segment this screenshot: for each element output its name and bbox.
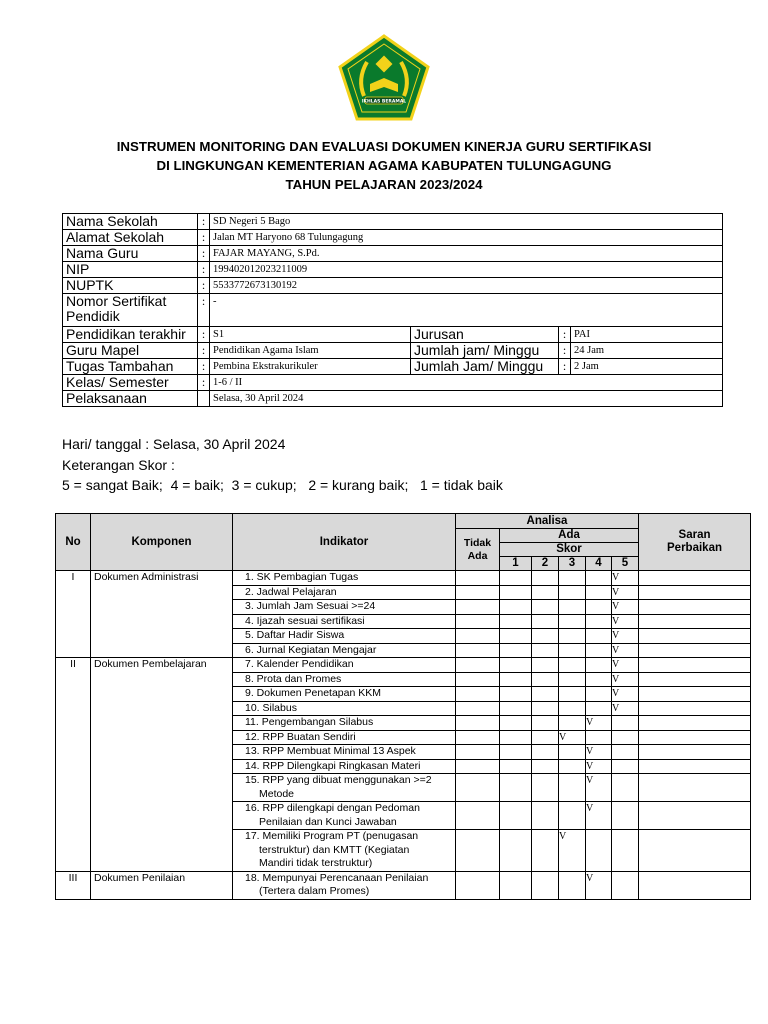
identity-colon: : [198,278,210,294]
identity-label-2: Jumlah Jam/ Minggu [411,359,559,375]
indikator-cell [233,643,456,658]
score-cell-1 [500,802,532,830]
table-row [56,658,751,673]
skor-title: Keterangan Skor : [62,456,175,473]
indikator-cell [233,571,456,586]
identity-colon: : [198,375,210,391]
check-mark: V [612,572,620,583]
date-line: Hari/ tanggal : Selasa, 30 April 2024 [62,436,286,452]
saran-cell [639,571,751,586]
header-score-2: 2 [532,557,559,571]
score-cell-1 [500,871,532,899]
score-cell-3 [559,629,586,644]
indikator-text: 17. Memiliki Program PT (penugasan [245,830,419,842]
score-cell-2 [532,871,559,899]
saran-cell [639,745,751,760]
score-cell-2 [532,759,559,774]
score-cell-4 [586,716,612,731]
score-cell-2 [532,672,559,687]
score-cell-3 [559,672,586,687]
indikator-cell [233,802,456,830]
tidak-ada-cell [456,614,500,629]
indikator-text-continued: Penilaian dan Kunci Jawaban [259,815,397,828]
identity-value: S1 [210,327,411,343]
score-cell-1 [500,687,532,702]
identity-row [63,230,723,246]
saran-cell [639,701,751,716]
group-komponen: Dokumen Penilaian [91,871,233,899]
group-number: III [56,871,91,899]
score-cell-1 [500,600,532,615]
saran-cell [639,614,751,629]
score-cell-5 [612,716,639,731]
indikator-text: 4. Ijazah sesuai sertifikasi [245,614,365,627]
identity-colon: : [198,343,210,359]
group-number: II [56,658,91,872]
identity-row [63,246,723,262]
score-cell-3 [559,759,586,774]
saran-cell [639,716,751,731]
identity-value: FAJAR MAYANG, S.Pd. [210,246,723,262]
score-cell-4 [586,571,612,586]
score-cell-4 [586,774,612,802]
identity-row [63,343,723,359]
tidak-ada-cell [456,774,500,802]
indikator-cell [233,745,456,760]
identity-value: - [210,294,723,327]
identity-colon: : [198,359,210,375]
identity-label: Kelas/ Semester [63,375,198,391]
check-mark: V [586,803,594,814]
indikator-cell [233,830,456,872]
score-cell-3 [559,802,586,830]
identity-label: Pendidikan terakhir [63,327,198,343]
score-cell-1 [500,730,532,745]
score-cell-5 [612,745,639,760]
identity-colon-2: : [559,327,571,343]
header-komponen: Komponen [91,514,233,571]
saran-cell [639,658,751,673]
score-cell-4 [586,871,612,899]
identity-value: 199402012023211009 [210,262,723,278]
identity-label: Guru Mapel [63,343,198,359]
score-cell-3 [559,687,586,702]
indikator-cell [233,687,456,702]
evaluation-table [55,513,751,900]
tidak-ada-cell [456,716,500,731]
saran-cell [639,830,751,872]
table-row [56,571,751,586]
check-mark: V [612,601,620,612]
check-mark: V [612,644,620,656]
check-mark: V [586,746,594,757]
indikator-cell [233,759,456,774]
score-cell-1 [500,629,532,644]
indikator-text: 2. Jadwal Pelajaran [245,585,337,598]
score-cell-5 [612,871,639,899]
identity-label: Alamat Sekolah [63,230,198,246]
score-cell-2 [532,830,559,872]
score-cell-2 [532,687,559,702]
score-cell-4 [586,687,612,702]
saran-cell [639,600,751,615]
indikator-text: 1. SK Pembagian Tugas [245,571,359,583]
logo-text: IKHLAS BERAMAL [361,99,407,105]
identity-label: Nama Sekolah [63,214,198,230]
score-cell-4 [586,830,612,872]
score-cell-1 [500,830,532,872]
indikator-text: 18. Mempunyai Perencanaan Penilaian [245,871,429,884]
score-cell-2 [532,643,559,658]
tidak-ada-cell [456,571,500,586]
score-cell-4 [586,730,612,745]
check-mark: V [559,731,567,743]
notes [62,434,503,496]
score-cell-5 [612,643,639,658]
indikator-text: 5. Daftar Hadir Siswa [245,629,345,641]
check-mark: V [612,615,620,627]
identity-value: SD Negeri 5 Bago [210,214,723,230]
indikator-cell [233,658,456,673]
check-mark: V [586,760,594,772]
identity-row [63,359,723,375]
score-cell-1 [500,774,532,802]
score-cell-3 [559,658,586,673]
header-score-1: 1 [500,557,532,571]
score-cell-5 [612,759,639,774]
identity-label: Nomor Sertifikat Pendidik [63,294,198,327]
indikator-cell [233,871,456,899]
header-analisa: Analisa [456,514,639,529]
check-mark: V [612,586,620,598]
score-cell-2 [532,658,559,673]
group-komponen: Dokumen Administrasi [91,571,233,658]
identity-value-2: 2 Jam [571,359,723,375]
identity-colon [198,391,210,407]
identity-value: Pendidikan Agama Islam [210,343,411,359]
indikator-text: 10. Silabus [245,701,297,714]
saran-cell [639,759,751,774]
tidak-ada-cell [456,672,500,687]
tidak-ada-cell [456,643,500,658]
identity-colon: : [198,214,210,230]
score-cell-4 [586,600,612,615]
indikator-text-continued: terstruktur) dan KMTT (Kegiatan [259,843,410,856]
header-skor: Skor [500,543,639,557]
tidak-ada-cell [456,585,500,600]
score-cell-1 [500,571,532,586]
score-cell-4 [586,701,612,716]
indikator-cell [233,614,456,629]
identity-colon: : [198,327,210,343]
identity-label-2: Jurusan [411,327,559,343]
identity-label: Pelaksanaan [63,391,198,407]
title-line-1: INSTRUMEN MONITORING DAN EVALUASI DOKUMEN KINERJA GURU SERTIFIKASI [116,139,652,154]
score-cell-5 [612,585,639,600]
score-cell-2 [532,571,559,586]
saran-cell [639,730,751,745]
indikator-text-continued: Mandiri tidak terstruktur) [259,857,373,869]
score-cell-5 [612,830,639,872]
score-cell-1 [500,759,532,774]
score-cell-5 [612,687,639,702]
score-cell-4 [586,658,612,673]
indikator-text: 16. RPP dilengkapi dengan Pedoman [245,802,420,814]
indikator-cell [233,600,456,615]
check-mark: V [612,673,620,685]
indikator-cell [233,629,456,644]
header-ada: Ada [500,529,639,543]
saran-cell [639,672,751,687]
score-cell-1 [500,672,532,687]
score-cell-1 [500,614,532,629]
score-cell-1 [500,701,532,716]
identity-colon: : [198,246,210,262]
indikator-text: 11. Pengembangan Silabus [245,716,374,728]
score-cell-5 [612,600,639,615]
score-cell-2 [532,745,559,760]
identity-label: Tugas Tambahan [63,359,198,375]
identity-colon: : [198,230,210,246]
score-cell-1 [500,658,532,673]
score-cell-3 [559,871,586,899]
score-cell-2 [532,614,559,629]
score-cell-4 [586,629,612,644]
score-cell-5 [612,774,639,802]
identity-row [63,214,723,230]
score-cell-1 [500,643,532,658]
identity-label-2: Jumlah jam/ Minggu [411,343,559,359]
kemenag-logo [337,34,431,122]
header-score-5: 5 [612,557,639,571]
identity-row [63,262,723,278]
header-indikator: Indikator [233,514,456,571]
score-cell-3 [559,701,586,716]
score-cell-5 [612,571,639,586]
score-cell-3 [559,600,586,615]
saran-cell [639,585,751,600]
tidak-ada-cell [456,701,500,716]
score-cell-3 [559,830,586,872]
score-cell-5 [612,614,639,629]
tidak-ada-cell [456,730,500,745]
score-cell-2 [532,585,559,600]
score-cell-1 [500,716,532,731]
saran-cell [639,643,751,658]
score-cell-2 [532,774,559,802]
indikator-text-continued: Metode [259,787,295,800]
score-cell-5 [612,802,639,830]
check-mark: V [559,831,567,842]
tidak-ada-cell [456,687,500,702]
indikator-cell [233,774,456,802]
identity-value: 5533772673130192 [210,278,723,294]
score-cell-3 [559,614,586,629]
check-mark: V [612,702,620,714]
score-cell-4 [586,759,612,774]
indikator-text: 13. RPP Membuat Minimal 13 Aspek [245,745,416,757]
document-title [0,137,768,194]
score-cell-3 [559,585,586,600]
score-cell-3 [559,643,586,658]
score-cell-3 [559,745,586,760]
identity-label: NIP [63,262,198,278]
score-cell-2 [532,600,559,615]
identity-row [63,375,723,391]
check-mark: V [586,717,594,728]
identity-value: Pembina Ekstrakurikuler [210,359,411,375]
identity-row [63,391,723,407]
score-cell-3 [559,730,586,745]
score-cell-1 [500,745,532,760]
check-mark: V [586,872,594,884]
table-row [56,871,751,899]
score-cell-2 [532,701,559,716]
tidak-ada-cell [456,600,500,615]
identity-row [63,294,723,327]
indikator-cell [233,585,456,600]
title-line-3: TAHUN PELAJARAN 2023/2024 [285,177,483,192]
tidak-ada-cell [456,830,500,872]
identity-label: NUPTK [63,278,198,294]
score-cell-3 [559,571,586,586]
score-cell-5 [612,672,639,687]
score-cell-5 [612,629,639,644]
identity-value-2: PAI [571,327,723,343]
group-komponen: Dokumen Pembelajaran [91,658,233,872]
score-cell-2 [532,716,559,731]
header-no: No [56,514,91,571]
score-cell-4 [586,672,612,687]
identity-label: Nama Guru [63,246,198,262]
tidak-ada-cell [456,658,500,673]
header-saran: Saran Perbaikan [639,514,751,571]
indikator-cell [233,672,456,687]
header-score-4: 4 [586,557,612,571]
identity-colon-2: : [559,343,571,359]
saran-cell [639,774,751,802]
indikator-text-continued: (Tertera dalam Promes) [259,885,370,897]
score-cell-3 [559,774,586,802]
indikator-text: 14. RPP Dilengkapi Ringkasan Materi [245,759,421,772]
indikator-text: 3. Jumlah Jam Sesuai >=24 [245,600,376,612]
indikator-text: 15. RPP yang dibuat menggunakan >=2 [245,774,432,786]
identity-value: 1-6 / II [210,375,723,391]
indikator-cell [233,701,456,716]
tidak-ada-cell [456,802,500,830]
saran-cell [639,687,751,702]
check-mark: V [612,688,620,699]
score-cell-4 [586,745,612,760]
identity-row [63,327,723,343]
score-cell-4 [586,802,612,830]
identity-row [63,278,723,294]
indikator-text: 12. RPP Buatan Sendiri [245,730,356,743]
score-cell-5 [612,658,639,673]
tidak-ada-cell [456,629,500,644]
indikator-text: 7. Kalender Pendidikan [245,658,354,670]
indikator-cell [233,730,456,745]
identity-table [62,213,723,407]
saran-cell [639,629,751,644]
score-cell-1 [500,585,532,600]
tidak-ada-cell [456,759,500,774]
identity-value-2: 24 Jam [571,343,723,359]
check-mark: V [586,775,594,786]
title-line-2: DI LINGKUNGAN KEMENTERIAN AGAMA KABUPATEN TULUNGAGUNG [156,158,612,173]
identity-colon-2: : [559,359,571,375]
saran-cell [639,871,751,899]
score-cell-2 [532,730,559,745]
indikator-text: 9. Dokumen Penetapan KKM [245,687,381,699]
group-number: I [56,571,91,658]
score-cell-2 [532,802,559,830]
skor-legend: 5 = sangat Baik; 4 = baik; 3 = cukup; 2 = kurang baik; 1 = tidak baik [62,477,503,493]
indikator-text: 6. Jurnal Kegiatan Mengajar [245,643,377,656]
identity-value: Selasa, 30 April 2024 [210,391,723,407]
tidak-ada-cell [456,871,500,899]
check-mark: V [612,630,620,641]
check-mark: V [612,659,620,670]
header-tidak-ada: Tidak Ada [456,529,500,571]
score-cell-3 [559,716,586,731]
score-cell-5 [612,730,639,745]
identity-value: Jalan MT Haryono 68 Tulungagung [210,230,723,246]
identity-colon: : [198,294,210,327]
indikator-cell [233,716,456,731]
saran-cell [639,802,751,830]
score-cell-2 [532,629,559,644]
score-cell-4 [586,585,612,600]
score-cell-4 [586,643,612,658]
tidak-ada-cell [456,745,500,760]
score-cell-4 [586,614,612,629]
identity-colon: : [198,262,210,278]
score-cell-5 [612,701,639,716]
indikator-text: 8. Prota dan Promes [245,672,342,685]
header-score-3: 3 [559,557,586,571]
